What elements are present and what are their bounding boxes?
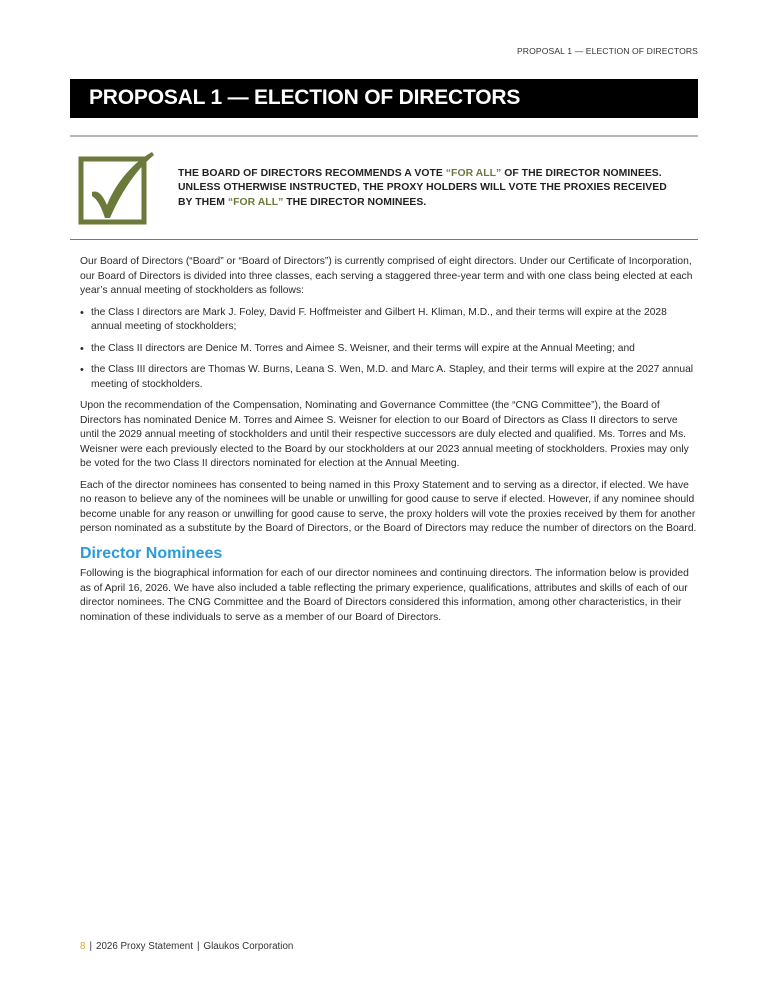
- running-header: PROPOSAL 1 — ELECTION OF DIRECTORS: [516, 46, 698, 56]
- footer-separator: |: [196, 941, 200, 952]
- intro-paragraph: Our Board of Directors (“Board” or “Board of Directors”) is currently comprised of eight directors. Under our Certificate of Incorporation, our Board of Directors is divided into three classes, each serving a staggered three-year term and with one class being elected at each year’s annual meeting of stockholders as follows:: [80, 256, 693, 296]
- checkbox-checked-icon: [78, 150, 158, 231]
- page-footer: [80, 941, 293, 952]
- body-content: [80, 255, 698, 632]
- list-item-class-ii: • the Class II directors are Denice M. Torres and Aimee S. Weisner, and their terms will expire at the Annual Meeting; and: [80, 342, 698, 357]
- divider-middle: [70, 239, 698, 240]
- recommendation-text: THE BOARD OF DIRECTORS RECOMMENDS A VOTE: [178, 168, 446, 179]
- title-bar: [70, 79, 698, 118]
- section-heading-director-nominees: Director Nominees: [80, 544, 223, 562]
- for-all-accent: “FOR ALL”: [445, 168, 502, 179]
- page-number: 8: [80, 941, 86, 952]
- nomination-paragraph: Upon the recommendation of the Compensation, Nominating and Governance Committee (the “CNG Committee”), the Board of Directors has nominated Denice M. Torres and Aimee S. Weisner for election to our Board of Directors as Class II directors to serve until the 2029 annual meeting of stockholders and until their respective successors are duly elected and qualified. Ms. Torres and Ms. Weisner were each previously elected to the Board by our stockholders at our 2023 annual meeting of stockholders. Proxies may only be voted for the two Class II directors nominated for election at the Annual Meeting.: [80, 400, 689, 469]
- list-item-class-iii: • the Class III directors are Thomas W. Burns, Leana S. Wen, M.D. and Marc A. Stapley, and their terms will expire at the 2027 annual meeting of stockholders.: [80, 363, 698, 392]
- document-name: 2026 Proxy Statement: [96, 941, 193, 952]
- director-nominees-paragraph: Following is the biographical information for each of our director nominees and continuing directors. The information below is provided as of April 16, 2026. We have also included a table reflecting the primary experience, qualifications, attributes and skills of each of our director nominees. The CNG Committee and the Board of Directors considered this information, among other characteristics, in their nomination of these individuals to serve as a member of our Board of Directors.: [80, 568, 689, 623]
- company-name: Glaukos Corporation: [203, 941, 294, 952]
- board-recommendation: [178, 167, 678, 210]
- list-item-class-i: • the Class I directors are Mark J. Foley, David F. Hoffmeister and Gilbert H. Kliman, M.D., and their terms will expire at the 2028 annual meeting of stockholders;: [80, 306, 698, 335]
- recommendation-text: THE DIRECTOR NOMINEES.: [283, 196, 427, 208]
- consent-paragraph: Each of the director nominees has consented to being named in this Proxy Statement and to serving as a director, if elected. We have no reason to believe any of the nominees will be unable or unwilling for good cause to serve if elected. However, if any nominee should become unable for any reason or unwilling for good cause to serve, the proxy holders will vote the proxies received by them for another person nominated as a substitute by the Board of Directors, or the Board of Directors may reduce the number of directors on the Board.: [80, 479, 697, 534]
- divider-top: [70, 135, 698, 137]
- recommendation-text: OF THE DIRECTOR NOMINEES. UNLESS OTHERWISE INSTRUCTED, THE PROXY HOLDERS WILL VOTE THE PROXIES RECEIVED BY THEM: [178, 168, 667, 208]
- for-all-accent: “FOR ALL”: [227, 196, 284, 208]
- director-classes-list: [80, 306, 698, 393]
- page-title: PROPOSAL 1 — ELECTION OF DIRECTORS: [89, 86, 521, 109]
- footer-separator: |: [89, 941, 92, 952]
